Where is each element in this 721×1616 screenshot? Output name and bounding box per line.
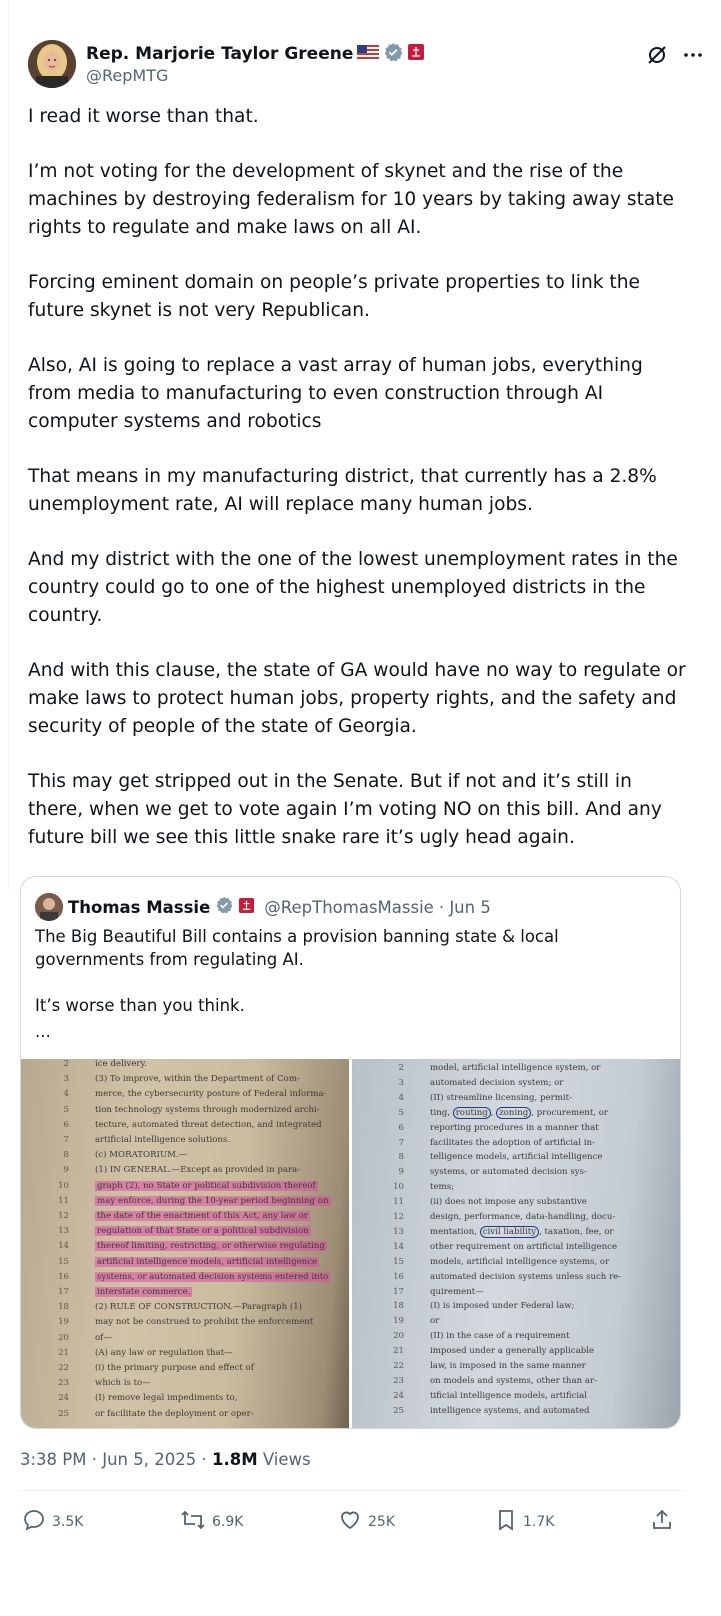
bill-line bbox=[382, 1242, 617, 1252]
bill-line-number: 23 bbox=[393, 1375, 404, 1386]
bill-line-number: 18 bbox=[58, 1302, 69, 1313]
bill-line bbox=[47, 1089, 327, 1099]
bill-line bbox=[47, 1211, 310, 1221]
bill-line-number: 10 bbox=[58, 1180, 69, 1191]
bill-line bbox=[382, 1287, 484, 1297]
bill-line-number: 23 bbox=[58, 1378, 69, 1389]
bill-line bbox=[47, 1150, 187, 1160]
bill-line-text: (I) is imposed under Federal law; bbox=[430, 1301, 575, 1312]
author-handle[interactable]: @RepMTG bbox=[86, 66, 169, 85]
reply-button[interactable] bbox=[22, 1508, 83, 1536]
bill-line bbox=[382, 1152, 603, 1162]
bill-line bbox=[47, 1317, 313, 1327]
bill-line bbox=[47, 1120, 322, 1130]
repost-button[interactable] bbox=[180, 1508, 243, 1536]
bill-line-text: intelligence systems, and automated bbox=[430, 1405, 590, 1416]
bill-line bbox=[47, 1272, 330, 1282]
tweet-paragraph: This may get stripped out in the Senate. But if not and it’s still in there, when we get to vote again I’m voting NO on this bill. And any future bill we see this little snake rare it’s ugly head again. bbox=[28, 771, 662, 848]
bill-line-number: 13 bbox=[58, 1226, 69, 1237]
bill-line bbox=[382, 1227, 614, 1237]
bill-line-number: 10 bbox=[393, 1182, 404, 1193]
bill-line bbox=[47, 1257, 319, 1267]
bill-line-number: 24 bbox=[393, 1390, 404, 1401]
bill-line bbox=[47, 1135, 230, 1145]
bill-line-number: 4 bbox=[63, 1089, 69, 1100]
bill-line-text: graph (2), no State or political subdivision thereof bbox=[97, 1180, 316, 1191]
bill-line-number: 9 bbox=[63, 1165, 69, 1176]
bill-line-text: (i) the primary purpose and effect of bbox=[95, 1363, 254, 1373]
bill-line-number: 7 bbox=[63, 1135, 69, 1145]
verified-icon[interactable] bbox=[383, 42, 403, 66]
bill-line-number: 15 bbox=[58, 1256, 69, 1267]
timestamp[interactable]: 3:38 PM · Jun 5, 2025 · bbox=[20, 1450, 207, 1469]
bill-line bbox=[47, 1241, 327, 1251]
congress-badge-icon[interactable] bbox=[407, 43, 425, 65]
bill-line-text: merce, the cybersecurity posture of Federal informa- bbox=[95, 1089, 327, 1100]
bill-line bbox=[382, 1138, 595, 1148]
views-label: Views bbox=[262, 1450, 311, 1469]
bill-line-text: or facilitate the deployment or oper- bbox=[95, 1408, 254, 1419]
bill-line-number: 2 bbox=[398, 1063, 404, 1073]
bill-line-text: of— bbox=[95, 1332, 112, 1343]
bill-line-text: tecture, automated threat detection, and integrated bbox=[95, 1119, 322, 1130]
bill-line-number: 25 bbox=[58, 1408, 69, 1419]
bill-line bbox=[47, 1302, 302, 1312]
bill-line bbox=[382, 1361, 586, 1371]
quoted-text bbox=[35, 925, 665, 1043]
bill-line bbox=[382, 1376, 597, 1386]
bill-line-number: 16 bbox=[58, 1271, 69, 1282]
tweet-paragraph: Also, AI is going to replace a vast array of human jobs, everything from media to manufacturing to even construction through AI computer systems and robotics bbox=[28, 355, 643, 432]
action-bar bbox=[20, 1500, 684, 1540]
bill-line-number: 14 bbox=[393, 1241, 404, 1252]
bill-line bbox=[47, 1074, 300, 1084]
tweet-paragraph: And with this clause, the state of GA would have no way to regulate or make laws to protect human jobs, property rights, and the safety and security of people of the state of Georgia. bbox=[28, 660, 686, 737]
bill-line bbox=[382, 1406, 590, 1416]
bill-line-number: 5 bbox=[398, 1107, 404, 1118]
bill-line bbox=[382, 1212, 615, 1222]
bill-line bbox=[382, 1331, 570, 1341]
tweet-paragraph: Forcing eminent domain on people’s private properties to link the future skynet is not very Republican. bbox=[28, 272, 640, 321]
tweet-meta bbox=[20, 1450, 311, 1469]
like-count: 25K bbox=[368, 1514, 395, 1530]
bill-line bbox=[47, 1378, 151, 1388]
bill-line bbox=[382, 1108, 608, 1118]
quoted-paragraph: It’s worse than you think. bbox=[35, 996, 245, 1015]
bill-line bbox=[47, 1165, 300, 1175]
bill-line-text: (II) streamline licensing, permit- bbox=[430, 1092, 572, 1103]
author-avatar[interactable] bbox=[28, 40, 76, 88]
bill-line bbox=[47, 1059, 147, 1069]
bill-line-text: systems, or automated decision sys- bbox=[430, 1167, 587, 1178]
bill-line-text: model, artificial intelligence system, or bbox=[430, 1063, 601, 1073]
reply-icon bbox=[22, 1508, 46, 1536]
bill-line bbox=[382, 1257, 609, 1267]
bill-line-text: (ii) does not impose any substantive bbox=[430, 1197, 587, 1208]
bill-line-text: (II) in the case of a requirement bbox=[430, 1331, 570, 1342]
quoted-media[interactable] bbox=[21, 1059, 680, 1428]
bill-line-number: 7 bbox=[398, 1137, 404, 1148]
divider bbox=[20, 1490, 684, 1491]
like-button[interactable] bbox=[338, 1508, 395, 1536]
quoted-paragraph: The Big Beautiful Bill contains a provision banning state & local governments from regulating AI. bbox=[35, 927, 559, 969]
quoted-author-avatar[interactable] bbox=[35, 893, 63, 921]
bill-line-text: reporting procedures in a manner that bbox=[430, 1122, 599, 1133]
bill-line-number: 21 bbox=[58, 1347, 69, 1358]
bill-line-number: 17 bbox=[393, 1286, 404, 1297]
congress-badge-icon[interactable] bbox=[238, 897, 255, 918]
bill-line-number: 8 bbox=[63, 1150, 69, 1161]
bill-line-text: or bbox=[430, 1316, 440, 1327]
bill-line-text: facilitates the adoption of artificial in- bbox=[430, 1137, 595, 1148]
bill-page-photo-right[interactable] bbox=[352, 1059, 680, 1428]
bill-line-text: telligence models, artificial intelligence bbox=[430, 1152, 603, 1163]
bill-line-number: 15 bbox=[393, 1256, 404, 1267]
quoted-ellipsis: ... bbox=[35, 1022, 51, 1041]
bill-line bbox=[382, 1063, 600, 1073]
bookmark-icon bbox=[495, 1508, 517, 1536]
bill-line bbox=[47, 1409, 254, 1419]
bill-line-text: may enforce, during the 10-year period beginning on bbox=[97, 1195, 329, 1206]
bill-page-photo-left[interactable] bbox=[21, 1059, 349, 1428]
bill-line-text: tems; bbox=[430, 1182, 454, 1193]
bill-line-text: which is to— bbox=[95, 1378, 151, 1389]
tweet-paragraph: And my district with the one of the lowest unemployment rates in the country could go to one of the highest unemployed districts in the country. bbox=[28, 549, 678, 626]
bill-line-number: 21 bbox=[393, 1346, 404, 1357]
heart-icon bbox=[338, 1508, 362, 1536]
bill-line-number: 19 bbox=[58, 1317, 69, 1328]
bill-line-text: ice delivery. bbox=[95, 1059, 147, 1069]
verified-icon[interactable] bbox=[215, 896, 233, 918]
bill-line-number: 19 bbox=[393, 1316, 404, 1327]
bill-line-number: 25 bbox=[393, 1405, 404, 1416]
bill-line-text: other requirement on artificial intelligence bbox=[430, 1241, 618, 1252]
bill-line-text: automated decision system; or bbox=[430, 1077, 564, 1088]
tweet-paragraph: I’m not voting for the development of skynet and the rise of the machines by destroying federalism for 10 years by taking away state rights to regulate and make laws on all AI. bbox=[28, 161, 674, 238]
tweet-header bbox=[28, 40, 704, 90]
bill-line-number: 4 bbox=[398, 1092, 404, 1103]
bill-line bbox=[47, 1105, 320, 1115]
quoted-author-name[interactable]: Thomas Massie bbox=[68, 897, 211, 917]
grok-icon[interactable] bbox=[646, 44, 668, 70]
bookmark-count: 1.7K bbox=[523, 1514, 555, 1530]
bill-line-text: imposed under a generally applicable bbox=[430, 1346, 595, 1357]
bill-line bbox=[47, 1226, 311, 1236]
bill-line bbox=[47, 1181, 318, 1191]
bill-line-number: 6 bbox=[398, 1122, 404, 1133]
bill-line bbox=[382, 1301, 575, 1311]
bill-line-text: systems, or automated decision systems entered into bbox=[97, 1271, 329, 1282]
bill-line-text: (c) MORATORIUM.— bbox=[95, 1150, 188, 1161]
bill-line bbox=[382, 1346, 594, 1356]
bill-line-text: (A) any law or regulation that— bbox=[95, 1347, 233, 1358]
bill-line-text: (I) remove legal impediments to, bbox=[95, 1393, 238, 1404]
bill-line-text: artificial intelligence models, artificial intelligence bbox=[97, 1256, 318, 1267]
bill-line bbox=[382, 1197, 587, 1207]
bill-line bbox=[382, 1123, 599, 1133]
tweet-paragraph: That means in my manufacturing district, that currently has a 2.8% unemployment rate, AI will replace many human jobs. bbox=[28, 466, 657, 515]
bill-line-number: 20 bbox=[393, 1331, 404, 1342]
bill-line-text: tificial intelligence models, artificial bbox=[430, 1390, 588, 1401]
bill-line-text: automated decision systems unless such re- bbox=[430, 1271, 622, 1282]
bill-line bbox=[47, 1363, 254, 1373]
bill-line-number: 5 bbox=[63, 1104, 69, 1115]
bill-line bbox=[382, 1078, 563, 1088]
bill-line-text: ting, routing , zoning , procurement, or bbox=[430, 1107, 609, 1118]
views-count: 1.8M bbox=[211, 1450, 258, 1469]
bill-line bbox=[382, 1391, 587, 1401]
bill-line-number: 8 bbox=[398, 1152, 404, 1163]
bill-line-text: may not be construed to prohibit the enforcement bbox=[95, 1317, 314, 1328]
bill-line-text: the date of the enactment of this Act, any law or bbox=[97, 1211, 308, 1221]
bill-line-text: quirement— bbox=[430, 1286, 484, 1297]
bill-line-number: 11 bbox=[58, 1195, 69, 1206]
share-icon bbox=[650, 1508, 674, 1536]
bill-line-number: 22 bbox=[393, 1361, 404, 1371]
bill-line-number: 12 bbox=[393, 1212, 404, 1222]
bill-line-text: models, artificial intelligence systems, or bbox=[430, 1256, 610, 1267]
bill-line bbox=[47, 1196, 331, 1206]
bill-line-text: thereof limiting, restricting, or otherwise regulating bbox=[97, 1241, 325, 1252]
repost-icon bbox=[180, 1508, 206, 1536]
bill-line-text: (2) RULE OF CONSTRUCTION.—Paragraph (1) bbox=[95, 1302, 303, 1313]
share-button[interactable] bbox=[650, 1508, 674, 1536]
more-options-icon[interactable] bbox=[682, 44, 704, 70]
bill-line-number: 3 bbox=[63, 1074, 69, 1085]
bill-line bbox=[47, 1333, 112, 1343]
bill-line-number: 24 bbox=[58, 1393, 69, 1404]
bill-line-number: 17 bbox=[58, 1287, 69, 1297]
bill-line bbox=[382, 1182, 454, 1192]
quoted-date[interactable]: · Jun 5 bbox=[438, 897, 491, 917]
us-flag-icon bbox=[357, 45, 379, 64]
quoted-author-handle[interactable]: @RepThomasMassie bbox=[264, 897, 434, 917]
bill-line bbox=[382, 1316, 439, 1326]
bill-line-text: tion technology systems through modernized archi- bbox=[95, 1104, 320, 1115]
bill-line-number: 20 bbox=[58, 1332, 69, 1343]
tweet-text bbox=[28, 103, 688, 879]
bill-line-number: 18 bbox=[393, 1301, 404, 1312]
bill-line-number: 6 bbox=[63, 1119, 69, 1130]
bill-line bbox=[382, 1093, 572, 1103]
bill-line-number: 13 bbox=[393, 1226, 404, 1237]
bill-line bbox=[47, 1393, 237, 1403]
bill-line-number: 3 bbox=[398, 1077, 404, 1088]
tweet-paragraph: I read it worse than that. bbox=[28, 106, 259, 127]
bill-line-number: 22 bbox=[58, 1363, 69, 1373]
bill-line bbox=[382, 1272, 621, 1282]
bill-line-number: 9 bbox=[398, 1167, 404, 1178]
bill-line-number: 11 bbox=[393, 1197, 404, 1208]
bill-line bbox=[47, 1348, 233, 1358]
bill-line-text: interstate commerce. bbox=[97, 1287, 191, 1297]
bill-line-text: mentation, civil liability , taxation, fee, or bbox=[430, 1226, 614, 1237]
thread-rule bbox=[8, 0, 9, 890]
bookmark-button[interactable] bbox=[495, 1508, 554, 1536]
bill-line-text: design, performance, data-handling, docu- bbox=[430, 1212, 616, 1222]
bill-line bbox=[382, 1167, 587, 1177]
bill-line-text: on models and systems, other than ar- bbox=[430, 1375, 597, 1386]
bill-line-number: 14 bbox=[58, 1241, 69, 1252]
reply-count: 3.5K bbox=[52, 1514, 84, 1530]
repost-count: 6.9K bbox=[212, 1514, 244, 1530]
bill-line-text: (3) To improve, within the Department of Com- bbox=[95, 1074, 300, 1085]
bill-line-number: 16 bbox=[393, 1271, 404, 1282]
bill-line-number: 12 bbox=[58, 1211, 69, 1221]
author-name[interactable]: Rep. Marjorie Taylor Greene bbox=[86, 44, 354, 64]
bill-line bbox=[47, 1287, 192, 1297]
bill-line-number: 2 bbox=[63, 1059, 69, 1069]
quoted-tweet[interactable] bbox=[20, 876, 681, 1429]
bill-line-text: artificial intelligence solutions. bbox=[95, 1135, 231, 1145]
bill-line-text: regulation of that State or a political subdivision bbox=[97, 1226, 309, 1237]
bill-line-text: (1) IN GENERAL.—Except as provided in para- bbox=[95, 1165, 301, 1176]
bill-line-text: law, is imposed in the same manner bbox=[430, 1361, 586, 1371]
